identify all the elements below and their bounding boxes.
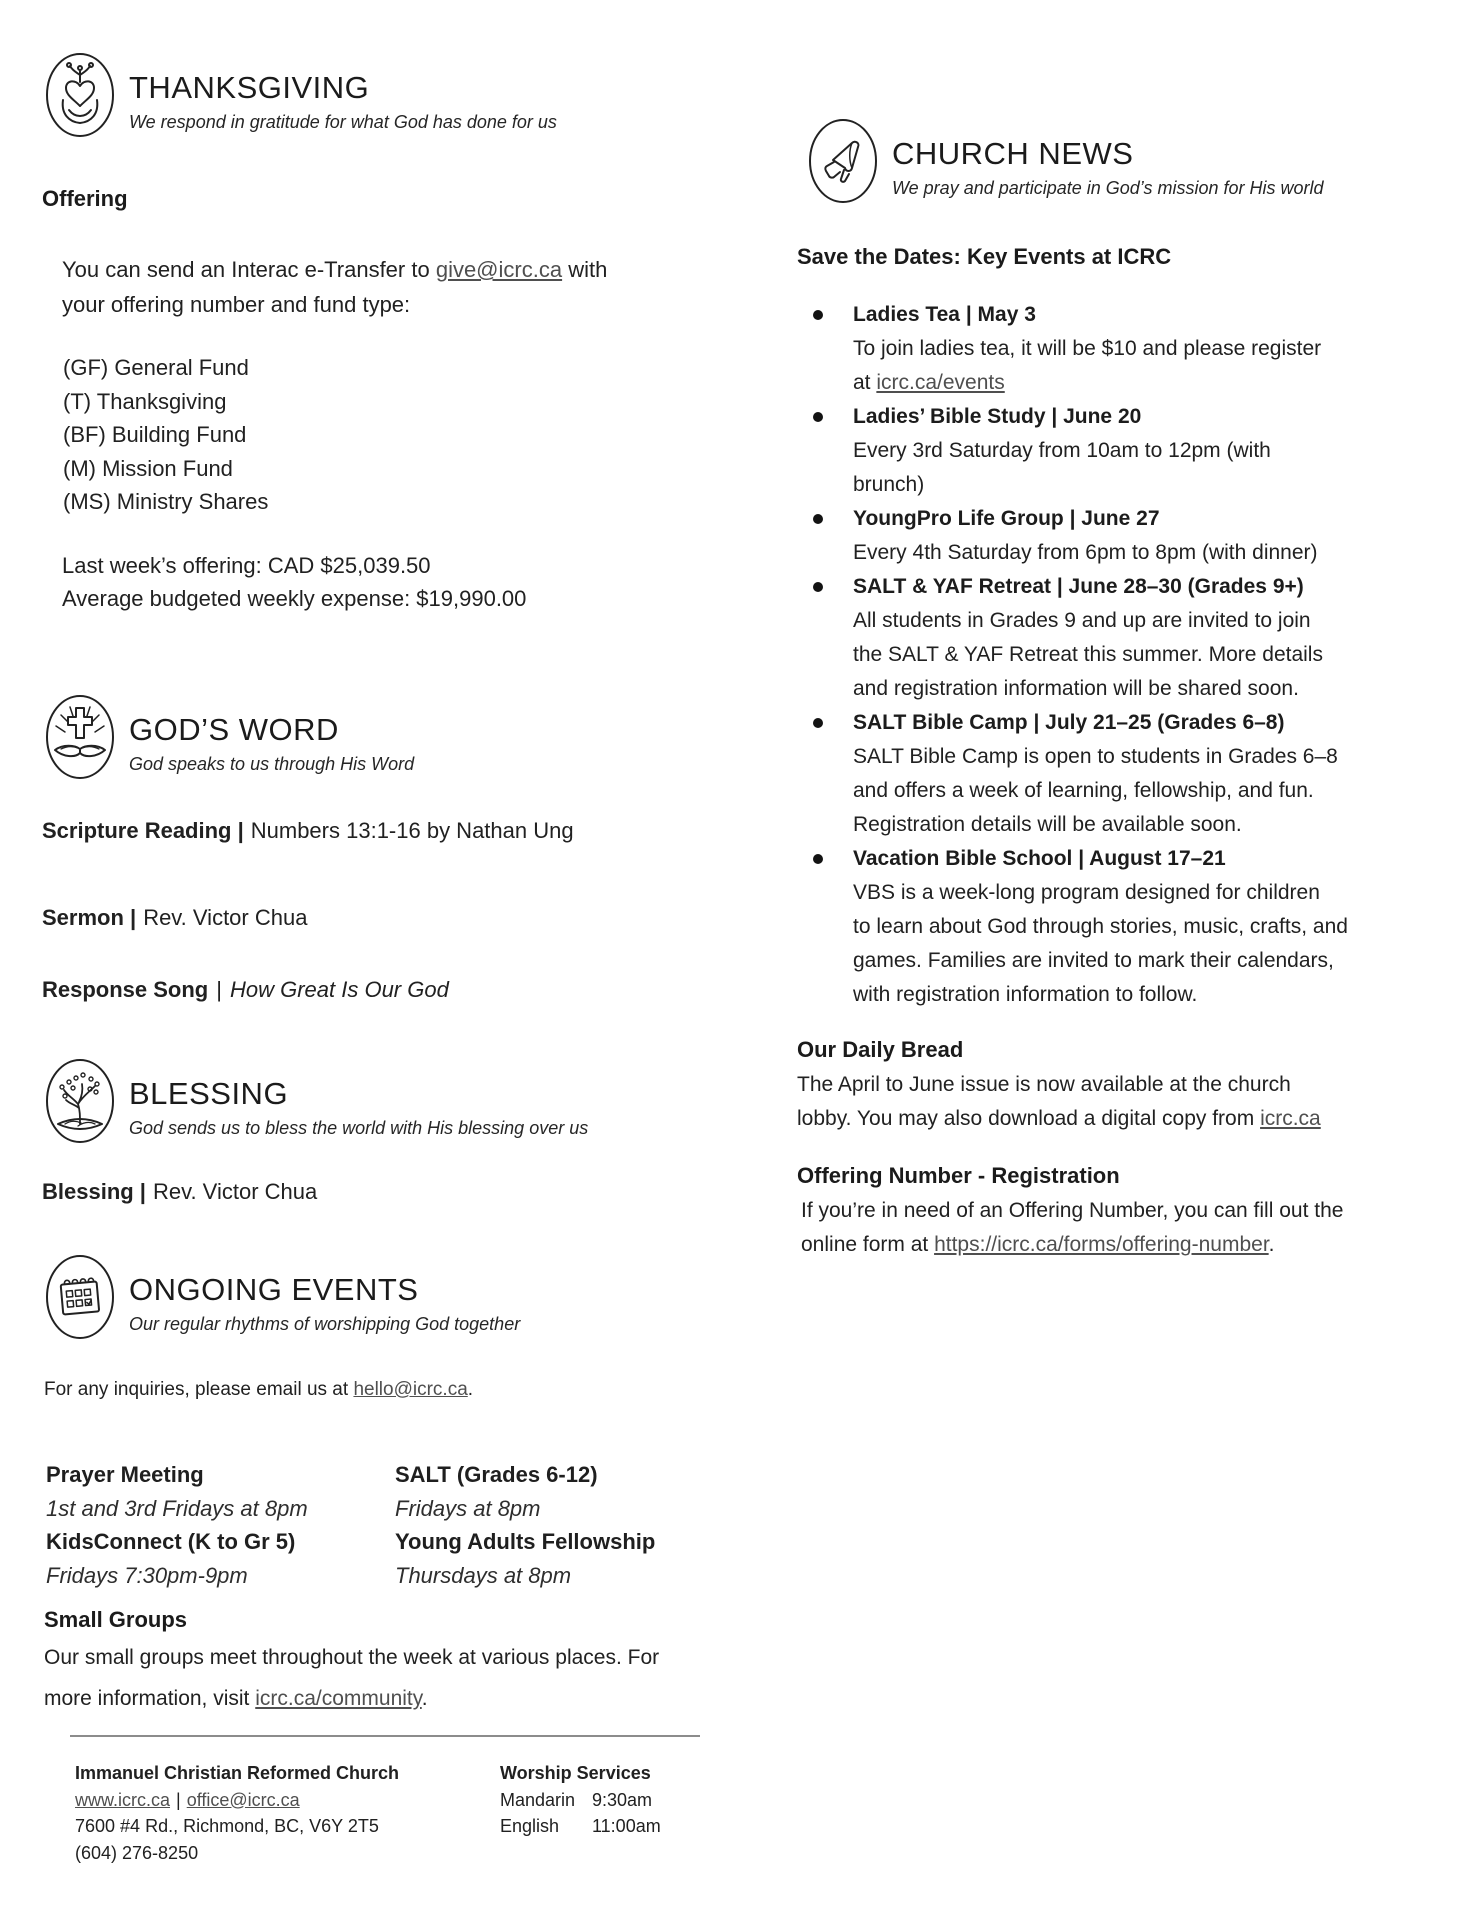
church-name: Immanuel Christian Reformed Church [75, 1763, 400, 1783]
event-title: Vacation Bible School | August 17–21 [853, 847, 1226, 870]
blessing-line [42, 1179, 317, 1205]
our-daily-bread-paragraph [797, 1068, 1321, 1136]
schedule-time: Thursdays at 8pm [395, 1562, 572, 1588]
event-description-line: All students in Grades 9 and up are invited to join [853, 609, 1311, 632]
spiral-calendar-icon [45, 1254, 115, 1340]
office-email-link[interactable]: office@icrc.ca [186, 1789, 300, 1810]
offering-number-text: online form at [801, 1233, 935, 1256]
blessing-label: Blessing | [42, 1179, 146, 1204]
event-title: SALT Bible Camp | July 21–25 (Grades 6–8) [853, 711, 1285, 734]
event-description-line: and offers a week of learning, fellowship, and fun. [853, 779, 1314, 802]
scripture-reading-line [42, 818, 574, 844]
response-song-label: Response Song [42, 977, 209, 1002]
tree-with-roots-icon [45, 1058, 115, 1144]
blessing-title: BLESSING [129, 1076, 289, 1111]
thanksgiving-title: THANKSGIVING [129, 70, 370, 105]
thanksgiving-subtitle: We respond in gratitude for what God has done for us [129, 111, 557, 132]
event-item-ladies-bible-study [797, 400, 1447, 502]
average-weekly-expense: Average budgeted weekly expense: $19,990.00 [62, 586, 527, 611]
event-description-line: Registration details will be available soon. [853, 813, 1242, 836]
inquiries-text: . [467, 1379, 474, 1400]
sermon-value: Rev. Victor Chua [143, 905, 308, 930]
hands-holding-heart-sprig-icon [45, 52, 115, 138]
schedule-time: 1st and 3rd Fridays at 8pm [46, 1495, 308, 1521]
our-daily-bread-heading: Our Daily Bread [797, 1037, 964, 1062]
church-address: 7600 #4 Rd., Richmond, BC, V6Y 2T5 [75, 1816, 379, 1836]
footer-church-info [75, 1760, 399, 1866]
ongoing-events-subtitle: Our regular rhythms of worshipping God together [129, 1313, 521, 1334]
event-description-line: To join ladies tea, it will be $10 and please register [853, 337, 1322, 360]
offering-heading: Offering [42, 186, 128, 211]
small-groups-text: more information, visit [44, 1687, 256, 1710]
offering-number-heading: Offering Number - Registration [797, 1163, 1120, 1188]
event-description-line: brunch) [853, 473, 925, 496]
gods-word-subtitle: God speaks to us through His Word [129, 753, 415, 774]
event-description-line: Every 3rd Saturday from 10am to 12pm (with [853, 439, 1271, 462]
event-description-line: the SALT & YAF Retreat this summer. More details [853, 643, 1323, 666]
ongoing-events-title: ONGOING EVENTS [129, 1272, 419, 1307]
hello-email-link[interactable]: hello@icrc.ca [353, 1379, 468, 1400]
small-groups-heading: Small Groups [44, 1607, 188, 1632]
sermon-label: Sermon | [42, 905, 137, 930]
schedule-time: Fridays 7:30pm-9pm [46, 1562, 248, 1588]
scripture-reading-value: Numbers 13:1-16 by Nathan Ung [250, 818, 574, 843]
megaphone-icon [808, 118, 878, 204]
inquiries-line [44, 1379, 473, 1401]
icrc-link[interactable]: icrc.ca [1260, 1107, 1321, 1130]
blessing-subtitle: God sends us to bless the world with His blessing over us [129, 1117, 589, 1138]
offering-number-form-link[interactable]: https://icrc.ca/forms/offering-number [934, 1233, 1269, 1256]
small-groups-paragraph [44, 1637, 659, 1719]
schedule-name: KidsConnect (K to Gr 5) [46, 1529, 296, 1554]
intro-text: with [562, 257, 608, 282]
event-description-line: Every 4th Saturday from 6pm to 8pm (with dinner) [853, 541, 1318, 564]
schedule-name: Young Adults Fellowship [395, 1529, 656, 1554]
small-groups-text: . [421, 1687, 428, 1710]
event-title: Ladies Tea | May 3 [853, 303, 1036, 326]
event-description-line: to learn about God through stories, music, crafts, and [853, 915, 1348, 938]
save-the-dates-heading: Save the Dates: Key Events at ICRC [797, 244, 1172, 269]
event-title: SALT & YAF Retreat | June 28–30 (Grades 9+) [853, 575, 1304, 598]
key-events-list [797, 298, 1447, 1012]
offering-number-text: . [1268, 1233, 1275, 1256]
offering-amounts [62, 549, 526, 615]
event-item-ladies-tea [797, 298, 1447, 400]
event-item-salt-bible-camp [797, 706, 1447, 842]
church-phone: (604) 276-8250 [75, 1842, 199, 1863]
offering-number-text: If you’re in need of an Offering Number, you can fill out the [801, 1199, 1344, 1222]
fund-item: (GF) General Fund [63, 355, 249, 380]
schedule-name: SALT (Grades 6-12) [395, 1462, 598, 1487]
small-groups-text: Our small groups meet throughout the week at various places. For [44, 1646, 660, 1669]
church-news-title: CHURCH NEWS [892, 136, 1134, 171]
scripture-reading-label: Scripture Reading | [42, 818, 244, 843]
church-news-section-header [808, 118, 1324, 204]
event-item-vacation-bible-school [797, 842, 1447, 1012]
event-item-youngpro-life-group [797, 502, 1447, 570]
gods-word-section-header [45, 694, 414, 780]
inquiries-text: For any inquiries, please email us at [44, 1379, 354, 1400]
offering-number-paragraph [801, 1194, 1343, 1262]
daily-bread-text: The April to June issue is now available at the church [797, 1073, 1291, 1096]
cross-rays-open-book-icon [45, 694, 115, 780]
fund-item: (MS) Ministry Shares [63, 489, 269, 514]
intro-text: You can send an Interac e-Transfer to [62, 257, 436, 282]
footer-separator: | [176, 1789, 181, 1810]
service-time: 9:30am [592, 1789, 653, 1810]
worship-services-heading: Worship Services [500, 1763, 651, 1783]
blessing-value: Rev. Victor Chua [152, 1179, 318, 1204]
event-description-line: SALT Bible Camp is open to students in Grades 6–8 [853, 745, 1338, 768]
daily-bread-text: lobby. You may also download a digital copy from [797, 1107, 1261, 1130]
give-email-link[interactable]: give@icrc.ca [435, 257, 563, 282]
schedule-time: Fridays at 8pm [395, 1495, 541, 1521]
intro-text: your offering number and fund type: [62, 292, 411, 317]
event-item-salt-yaf-retreat [797, 570, 1447, 706]
response-song-value: How Great Is Our God [229, 977, 449, 1002]
ongoing-events-section-header [45, 1254, 520, 1340]
event-description-line: games. Families are invited to mark their calendars, [853, 949, 1334, 972]
fund-type-list [63, 351, 268, 519]
community-link[interactable]: icrc.ca/community [255, 1687, 422, 1710]
footer-divider [70, 1735, 700, 1737]
offering-intro-paragraph [62, 252, 607, 322]
website-link[interactable]: www.icrc.ca [75, 1789, 171, 1810]
event-description-line: at [853, 371, 877, 394]
fund-item: (BF) Building Fund [63, 422, 247, 447]
sermon-line [42, 905, 307, 931]
footer-worship-services [500, 1760, 661, 1840]
thanksgiving-section-header [45, 52, 557, 138]
fund-item: (T) Thanksgiving [63, 388, 227, 414]
event-description-line: VBS is a week-long program designed for children [853, 881, 1320, 904]
blessing-section-header [45, 1058, 588, 1144]
event-title: Ladies’ Bible Study | June 20 [853, 405, 1142, 428]
response-song-divider: | [216, 977, 222, 1002]
schedule-name: Prayer Meeting [46, 1462, 204, 1487]
service-language: Mandarin [500, 1789, 576, 1810]
church-news-subtitle: We pray and participate in God’s mission for His world [892, 177, 1324, 198]
service-time: 11:00am [592, 1816, 661, 1836]
service-language: English [500, 1816, 560, 1836]
events-link[interactable]: icrc.ca/events [876, 371, 1005, 394]
event-description-line: and registration information will be shared soon. [853, 677, 1299, 700]
ongoing-events-schedule [46, 1458, 655, 1592]
response-song-line [42, 977, 449, 1003]
fund-item: (M) Mission Fund [63, 455, 233, 481]
event-description-line: with registration information to follow. [853, 983, 1198, 1006]
gods-word-title: GOD’S WORD [129, 712, 339, 747]
last-week-offering: Last week’s offering: CAD $25,039.50 [62, 553, 431, 578]
event-title: YoungPro Life Group | June 27 [853, 507, 1160, 530]
